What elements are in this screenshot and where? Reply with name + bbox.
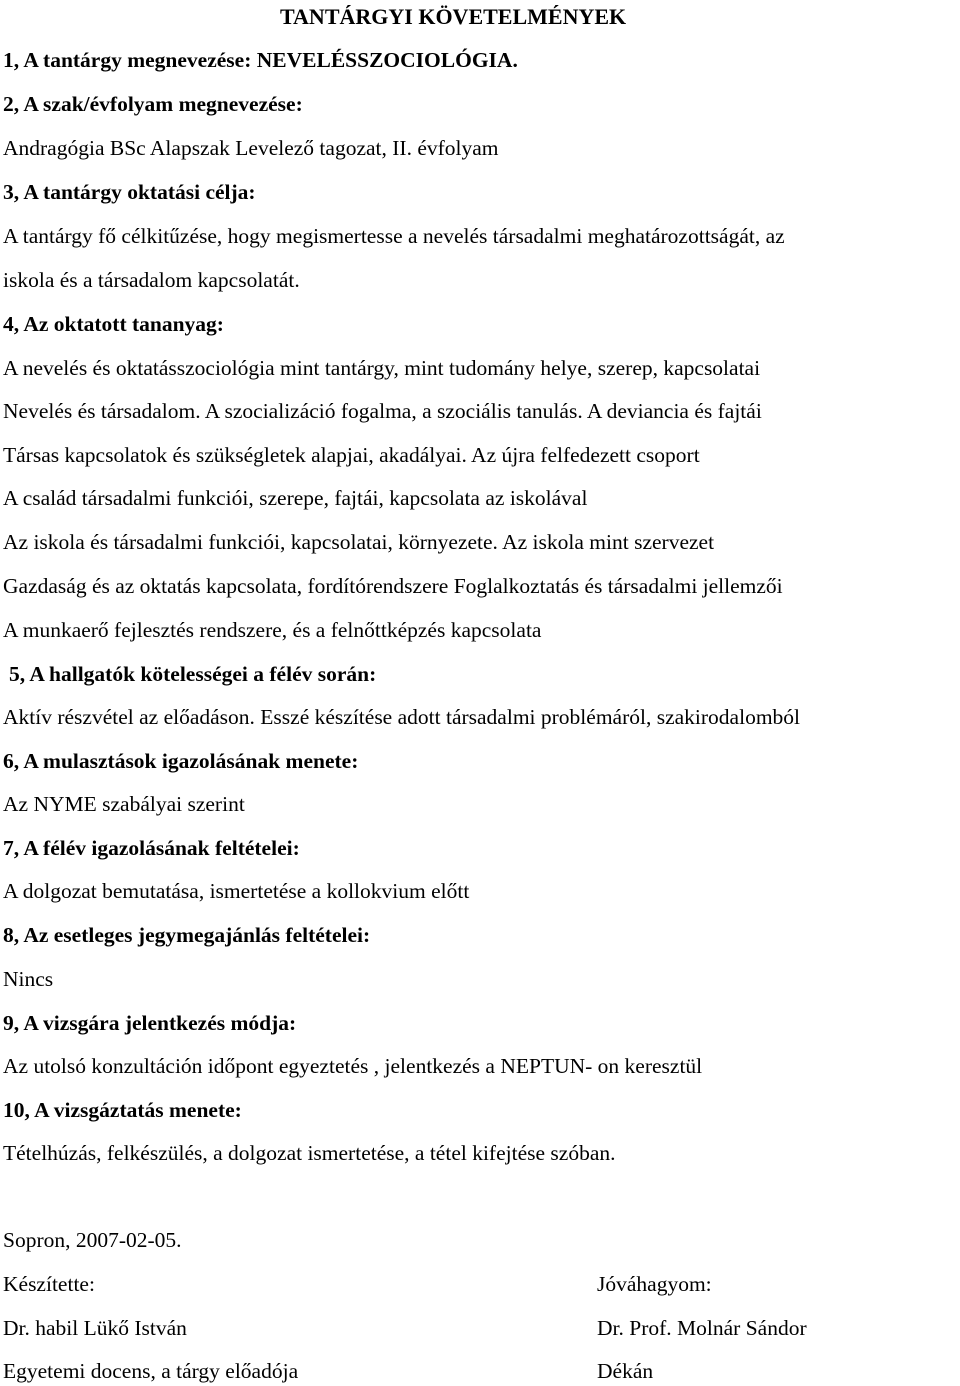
preparer-name: Dr. habil Lükő István [3, 1316, 187, 1340]
section-9-heading: 9, A vizsgára jelentkezés módja: [3, 1011, 297, 1035]
section-7-heading: 7, A félév igazolásának feltételei: [3, 836, 300, 860]
section-4-body-line: A család társadalmi funkciói, szerepe, fajtái, kapcsolata az iskolával [3, 486, 588, 510]
section-10-body: Tételhúzás, felkészülés, a dolgozat ismertetése, a tétel kifejtése szóban. [3, 1141, 616, 1165]
section-4-heading: 4, Az oktatott tananyag: [3, 312, 224, 336]
section-3-body-line-2: iskola és a társadalom kapcsolatát. [3, 268, 300, 292]
preparer-title: Egyetemi docens, a tárgy előadója [3, 1359, 299, 1383]
place-date: Sopron, 2007-02-05. [3, 1228, 182, 1252]
section-6-heading: 6, A mulasztások igazolásának menete: [3, 749, 359, 773]
prepared-label: Készítette: [3, 1272, 95, 1296]
section-4-body-line: Társas kapcsolatok és szükségletek alapjai, akadályai. Az újra felfedezett csoport [3, 443, 700, 467]
section-3-heading: 3, A tantárgy oktatási célja: [3, 180, 256, 204]
section-2-heading: 2, A szak/évfolyam megnevezése: [3, 92, 303, 116]
section-8-heading: 8, Az esetleges jegymegajánlás feltételei: [3, 923, 371, 947]
section-2-body: Andragógia BSc Alapszak Levelező tagozat, II. évfolyam [3, 136, 499, 160]
approved-label: Jóváhagyom: [597, 1272, 712, 1296]
section-1-heading: 1, A tantárgy megnevezése: NEVELÉSSZOCIOLÓGIA. [3, 48, 518, 72]
section-4-body-line: A munkaerő fejlesztés rendszere, és a felnőttképzés kapcsolata [3, 618, 542, 642]
section-8-body: Nincs [3, 967, 54, 991]
section-4-body-line: A nevelés és oktatásszociológia mint tantárgy, mint tudomány helye, szerep, kapcsolatai [3, 356, 761, 380]
section-6-body: Az NYME szabályai szerint [3, 792, 245, 816]
section-4-body-line: Nevelés és társadalom. A szocializáció fogalma, a szociális tanulás. A deviancia és fajtái [3, 399, 762, 423]
section-3-body-line-1: A tantárgy fő célkitűzése, hogy megismertesse a nevelés társadalmi meghatározottságát, az [3, 224, 785, 248]
section-7-body: A dolgozat bemutatása, ismertetése a kollokvium előtt [3, 879, 470, 903]
approver-title: Dékán [597, 1359, 654, 1383]
section-10-heading: 10, A vizsgáztatás menete: [3, 1098, 242, 1122]
approver-name: Dr. Prof. Molnár Sándor [597, 1316, 807, 1340]
section-4-body-line: Az iskola és társadalmi funkciói, kapcsolatai, környezete. Az iskola mint szervezet [3, 530, 715, 554]
document-title: TANTÁRGYI KÖVETELMÉNYEK [280, 4, 627, 29]
section-5-body: Aktív részvétel az előadáson. Esszé készítése adott társadalmi problémáról, szakirodalomból [3, 705, 801, 729]
section-9-body: Az utolsó konzultáción időpont egyeztetés , jelentkezés a NEPTUN- on keresztül [3, 1054, 703, 1078]
section-5-heading: 5, A hallgatók kötelességei a félév során: [9, 662, 377, 686]
section-4-body-line: Gazdaság és az oktatás kapcsolata, fordítórendszere Foglalkoztatás és társadalmi jellemzői [3, 574, 783, 598]
